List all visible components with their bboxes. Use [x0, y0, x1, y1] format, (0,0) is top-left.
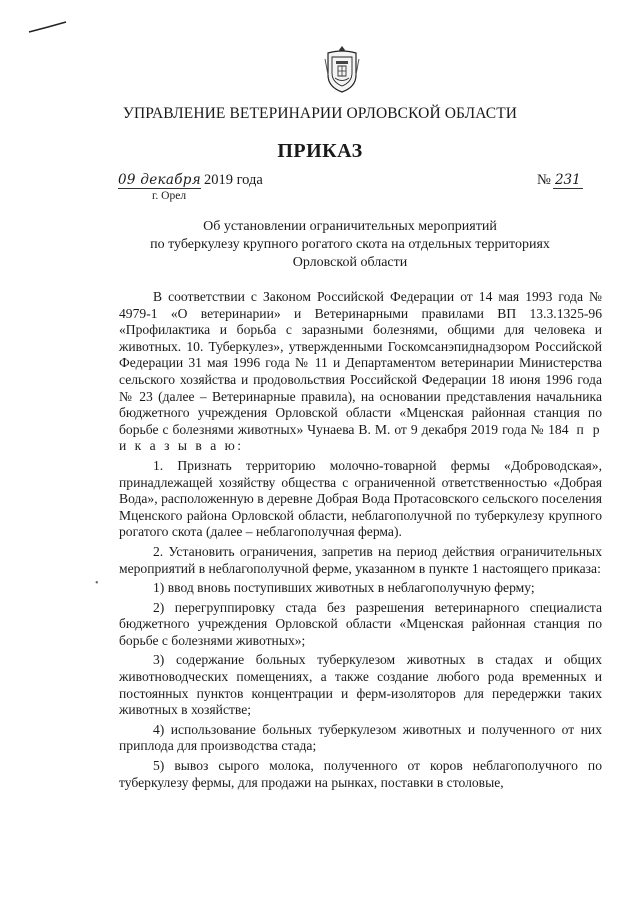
restriction-item-2: 2) перегруппировку стада без разрешения ветеринарного специалиста бюджетного учреждения Орловской области «Мценская районная станция по борьбе с болезнями животных»; [119, 599, 602, 648]
coat-of-arms-emblem [323, 45, 361, 93]
organization-name: УПРАВЛЕНИЕ ВЕТЕРИНАРИИ ОРЛОВСКОЙ ОБЛАСТИ [122, 105, 518, 122]
restriction-item-1: 1) ввод вновь поступивших животных в неблагополучную ферму; [153, 580, 535, 596]
order-word: п р и к а з ы в а ю: [119, 421, 603, 454]
date-year: 2019 года [203, 172, 263, 188]
restriction-item-4: 4) использование больных туберкулезом животных и полученного от них приплода для производства стада; [119, 721, 602, 754]
handwritten-date: 09 декабря [118, 172, 201, 188]
order-subject [130, 218, 570, 272]
order-body [119, 289, 602, 794]
restriction-item-3: 3) содержание больных туберкулезом животных в стадах и общих животноводческих помещениях, а также создание любого рода временных и постоянных пунктов концентрации и ферм-изоляторов для передержки таких животных в хозяйстве; [119, 652, 602, 718]
paragraph-1: 1. Признать территорию молочно-товарной фермы «Доброводская», принадлежащей хозяйству общества с ограниченной ответственностью «Добрая Вода», расположенную в деревне Добрая Вода Протасовского сельского поселения Мценского района Орловской области, неблагополучной по туберкулезу крупного рогатого скота (далее – неблагополучная ферма). [119, 457, 602, 540]
subject-line-3: Орловской области [292, 255, 408, 270]
margin-dot: • [95, 578, 99, 589]
restriction-item-5: 5) вывоз сырого молока, полученного от коров неблагополучного по туберкулезу фермы, для продажи на рынках, поставки в столовые, [119, 758, 602, 790]
handwritten-number: 231 [553, 172, 583, 189]
preamble-text: В соответствии с Законом Российской Федерации от 14 мая 1993 года № 4979-1 «О ветеринарии» и Ветеринарными правилами ВП 13.3.1325-96 «Профилактика и борьба с заразными болезнями, общими для человека и животных. 10. Туберкулез», утвержденными Госкомсанэпиднадзором Российской Федерации 31 мая 1996 года № 11 и Департаментом ветеринарии Министерства сельского хозяйства и продовольствия Российской Федерации 18 июня 1996 года № 23 (далее – Ветеринарные правила), на основании представления начальника бюджетного учреждения Орловской области «Мценская районная станция по борьбе с болезнями животных» Чунаева В. М. от 9 декабря 2019 года № 184 [119, 289, 602, 437]
number-prefix: № [537, 172, 551, 188]
document-type-title: ПРИКАЗ [277, 140, 363, 162]
subject-line-1: Об установлении ограничительных мероприятий [203, 219, 497, 234]
order-date [118, 172, 263, 189]
order-number [537, 172, 583, 189]
preamble-paragraph [119, 289, 602, 455]
subject-line-2: по туберкулезу крупного рогатого скота на отдельных территориях [150, 237, 550, 252]
city-label: г. Орел [152, 190, 187, 202]
paragraph-2: 2. Установить ограничения, запретив на период действия ограничительных мероприятий в неблагополучной ферме, указанном в пункте 1 настоящего приказа: [119, 543, 602, 576]
scan-pen-mark [28, 20, 68, 36]
